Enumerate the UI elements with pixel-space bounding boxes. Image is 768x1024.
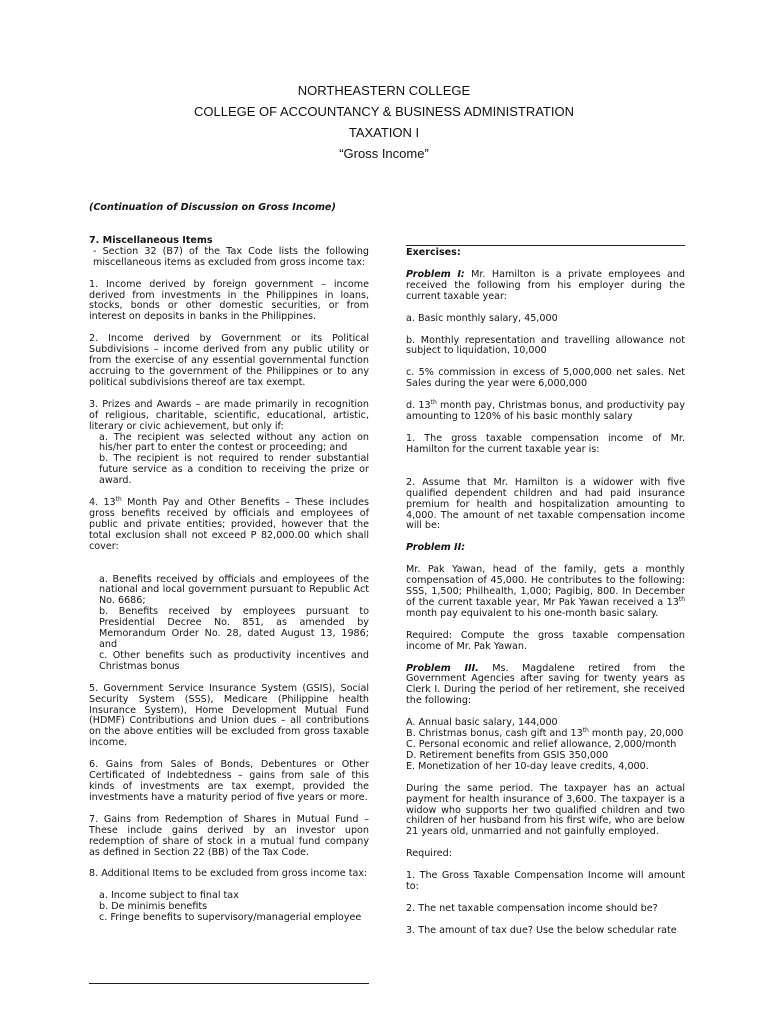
misc-item-5: 5. Government Service Insurance System (GSIS), Social Security System (SSS), Medicare (Philippine health Insurance System), Home Development Mutual Fund (HDMF) Contributions and Union dues – all contributions on the above entities will be excluded from gross taxable income. bbox=[89, 682, 369, 749]
misc-item-2: 2. Income derived by Government or its Political Subdivisions – income derived from any public utility or from the exercise of any essential governmental function accruing to the government of the Philippines or to any political subdivisions thereof are tax exempt. bbox=[89, 333, 369, 388]
problem-1-item-d: d. 13th month pay, Christmas bonus, and productivity pay amounting to 120% of his basic monthly salary bbox=[406, 398, 685, 423]
misc-items-heading: 7. Miscellaneous Items bbox=[89, 234, 213, 246]
misc-items-intro: - Section 32 (B7) of the Tax Code lists the following miscellaneous items as excluded from gross income tax: bbox=[93, 245, 369, 268]
misc-item-1: 1. Income derived by foreign government – income derived from investments in the Philippines in loans, stocks, bonds or other domestic securities, or from interest on deposits in banks in the Philippines. bbox=[89, 278, 369, 323]
problem-1-question-2: 2. Assume that Mr. Hamilton is a widower with five qualified dependent children and had paid insurance premium for health and hospitalization amounting to 4,000. The amount of net taxable compensation income will be: bbox=[406, 476, 685, 532]
problem-1-item-a: a. Basic monthly salary, 45,000 bbox=[406, 312, 558, 324]
misc-item-6: 6. Gains from Sales of Bonds, Debentures or Other Certificated of Indebtedness – gains from sale of this kinds of investments are tax exempt, provided the investments have a maturity period of five years or more. bbox=[89, 759, 369, 803]
problem-1-intro: Problem I: Mr. Hamilton is a private employees and received the following from his employer during the current taxable year: bbox=[406, 268, 685, 302]
continuation-note: (Continuation of Discussion on Gross Income) bbox=[89, 202, 336, 213]
problem-3-question-2: 2. The net taxable compensation income should be? bbox=[406, 902, 658, 914]
problem-3-required: Required: bbox=[406, 848, 452, 860]
problem-1-item-c: c. 5% commission in excess of 5,000,000 net sales. Net Sales during the year were 6,000,000 bbox=[406, 367, 685, 390]
left-column bbox=[89, 203, 369, 924]
misc-item-4b: b. Benefits received by employees pursuant to Presidential Decree No. 851, as amended by Memorandum Order No. 28, dated August 13, 1986; and bbox=[99, 606, 369, 650]
problem-3-item-a: A. Annual basic salary, 144,000 bbox=[406, 717, 558, 729]
problem-3-question-3: 3. The amount of tax due? Use the below schedular rate bbox=[406, 924, 677, 936]
problem-1-question-1: 1. The gross taxable compensation income of Mr. Hamilton for the current taxable year is: bbox=[406, 432, 685, 455]
misc-item-8: 8. Additional Items to be excluded from gross income tax: bbox=[89, 868, 368, 880]
misc-item-4c: c. Other benefits such as productivity incentives and Christmas bonus bbox=[99, 649, 369, 672]
problem-3-item-b: B. Christmas bonus, cash gift and 13th month pay, 20,000 bbox=[406, 726, 684, 740]
misc-item-8b: b. De minimis benefits bbox=[99, 901, 208, 913]
problem-2-label: Problem II: bbox=[406, 542, 466, 554]
college-name: NORTHEASTERN COLLEGE bbox=[297, 83, 471, 98]
problem-2-text: Mr. Pak Yawan, head of the family, gets a monthly compensation of 45,000. He contributes to the following: SSS, 1,500; Philhealth, 1,000; Pagibig, 800. In December of the current taxable year, Mr Pak Yawan received a 13th month pay equivalent to his one-month basic salary. bbox=[406, 564, 685, 619]
misc-item-4a: a. Benefits received by officials and employees of the national and local government pursuant to Republic Act No. 6686; bbox=[99, 573, 369, 607]
misc-item-4: 4. 13th Month Pay and Other Benefits – These includes gross benefits received by officials and employees of public and private entities; provided, however that the total exclusion shall not exceed P 82,000.00 which shall cover: bbox=[89, 495, 369, 552]
exercises-heading: Exercises: bbox=[406, 247, 461, 258]
problem-3-details: During the same period. The taxpayer has an actual payment for health insurance of 3,600. The taxpayer is a widow who supports her two qualified children and two children of her husband from his first wife, who are below 21 years old, unmarried and not gainfully employed. bbox=[406, 782, 685, 838]
problem-2-required: Required: Compute the gross taxable compensation income of Mr. Pak Yawan. bbox=[406, 629, 685, 652]
topic-title: “Gross Income” bbox=[339, 146, 429, 161]
exercises-top-rule bbox=[406, 245, 685, 246]
misc-item-3a: a. The recipient was selected without any action on his/her part to enter the contest or proceeding; and bbox=[99, 431, 369, 454]
misc-item-8c: c. Fringe benefits to supervisory/managerial employee bbox=[99, 912, 362, 924]
department-name: COLLEGE OF ACCOUNTANCY & BUSINESS ADMINISTRATION bbox=[194, 104, 574, 119]
misc-item-8a: a. Income subject to final tax bbox=[99, 890, 239, 902]
problem-3-item-e: E. Monetization of her 10-day leave credits, 4,000. bbox=[406, 760, 649, 772]
document-header bbox=[0, 80, 768, 164]
right-column bbox=[406, 248, 685, 948]
misc-item-7: 7. Gains from Redemption of Shares in Mutual Fund – These include gains derived by an investor upon redemption of share of stock in a mutual fund company as defined in Section 22 (BB) of the Tax Code. bbox=[89, 813, 369, 858]
left-bottom-rule bbox=[89, 983, 369, 984]
misc-item-3: 3. Prizes and Awards – are made primarily in recognition of religious, charitable, scientific, educational, artistic, literary or civic achievement, but only if: bbox=[89, 398, 369, 432]
misc-item-3b: b. The recipient is not required to render substantial future service as a condition to receiving the prize or award. bbox=[99, 453, 369, 487]
course-title: TAXATION I bbox=[348, 125, 420, 140]
problem-3-intro: Problem III. Ms. Magdalene retired from the Government Agencies after saving for twenty years as Clerk I. During the period of her retirement, she received the following: bbox=[406, 662, 685, 707]
problem-3-item-c: C. Personal economic and relief allowance, 2,000/month bbox=[406, 739, 677, 750]
problem-1-item-b: b. Monthly representation and travelling allowance not subject to liquidation, 10,000 bbox=[406, 334, 685, 357]
problem-3-item-d: D. Retirement benefits from GSIS 350,000 bbox=[406, 749, 609, 761]
problem-3-question-1: 1. The Gross Taxable Compensation Income will amount to: bbox=[406, 870, 685, 893]
